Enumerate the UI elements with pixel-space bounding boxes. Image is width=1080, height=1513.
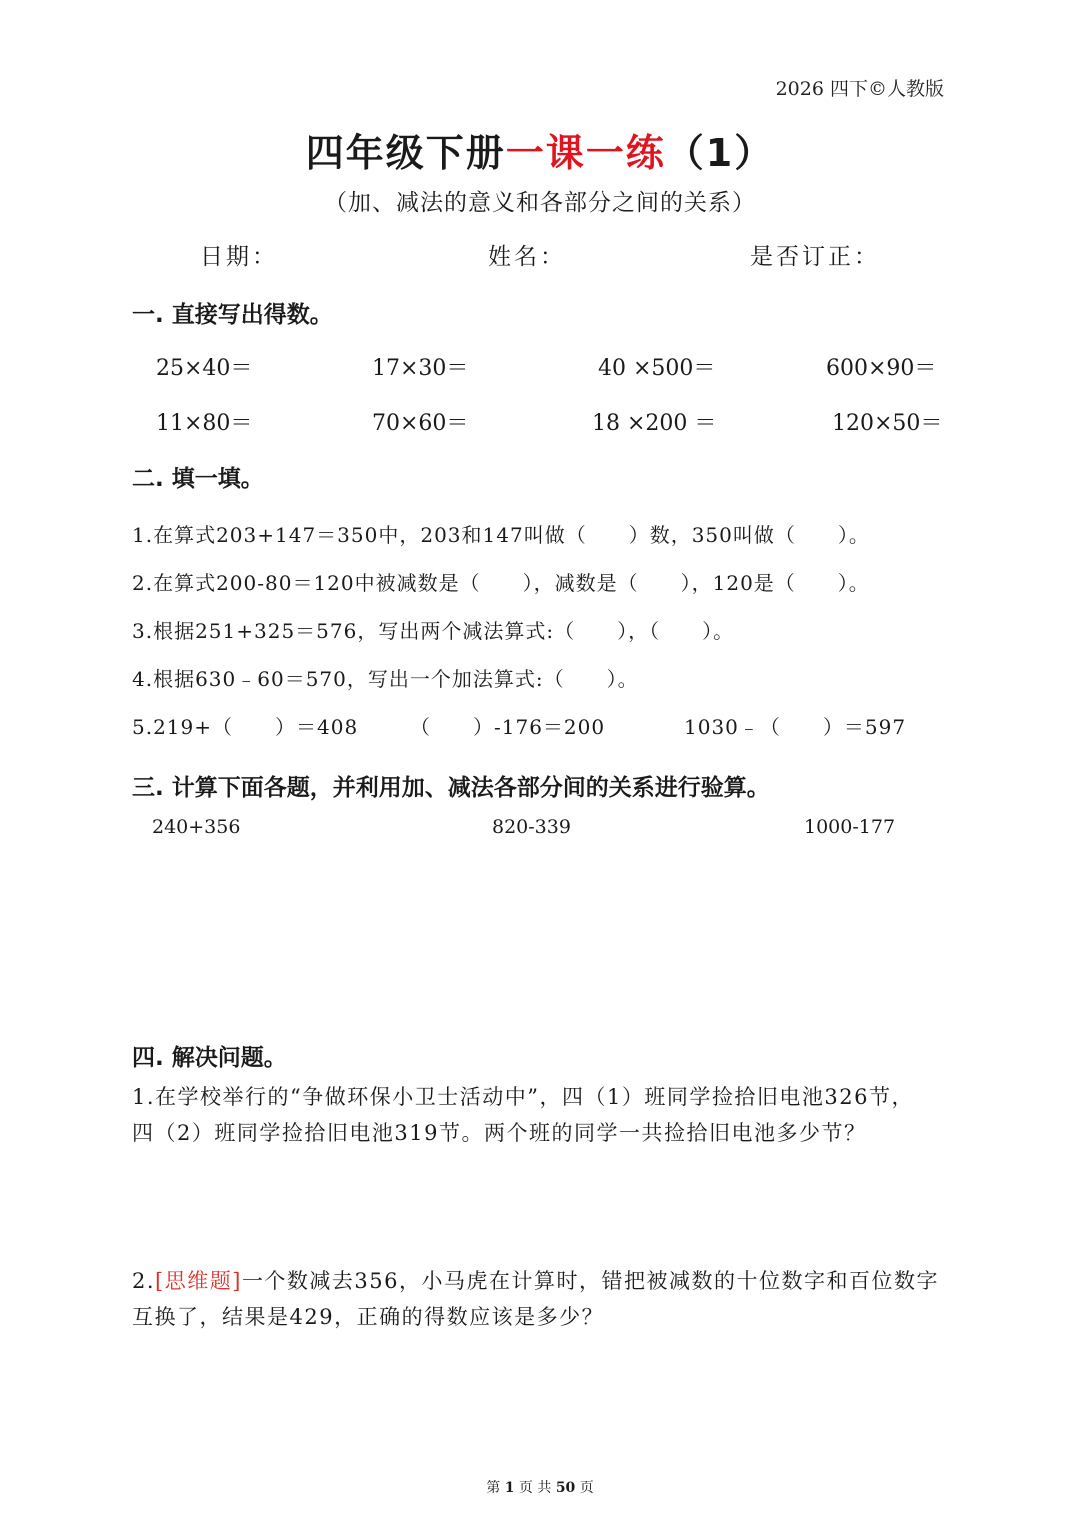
word-problem-1-line2: 四（2）班同学捡拾旧电池319节。两个班的同学一共捡拾旧电池多少节？ xyxy=(132,1121,867,1145)
verify-item: 240+356 xyxy=(152,816,241,838)
fill-question-5a: 5.219+（ ）＝408 xyxy=(132,715,359,739)
section-2-heading: 二. 填一填。 xyxy=(132,466,264,492)
calc-item: 70×60＝ xyxy=(372,411,469,436)
verify-item: 820-339 xyxy=(492,816,571,838)
thinking-tag: [思维题] xyxy=(155,1269,242,1293)
corrected-label: 是否订正： xyxy=(750,244,880,270)
section-4-heading: 四. 解决问题。 xyxy=(132,1045,287,1071)
fill-question-4: 4.根据630﹣60＝570，写出一个加法算式:（ ）。 xyxy=(132,667,639,691)
word-problem-2 xyxy=(132,1263,942,1335)
fill-question-3: 3.根据251+325＝576，写出两个减法算式:（ ），（ ）。 xyxy=(132,619,735,643)
fill-question-2: 2.在算式200-80＝120中被减数是（ ），减数是（ ），120是（ ）。 xyxy=(132,571,870,595)
calc-item: 25×40＝ xyxy=(156,356,253,381)
date-label: 日期： xyxy=(200,244,278,270)
fill-question-1: 1.在算式203+147＝350中，203和147叫做（ ）数，350叫做（ ）。 xyxy=(132,523,870,547)
footer-pre: 第 xyxy=(486,1480,501,1496)
footer-total-pages: 50 xyxy=(555,1480,576,1496)
fill-question-5b: （ ）-176＝200 xyxy=(410,715,606,739)
section-1-heading: 一. 直接写出得数。 xyxy=(132,302,333,328)
calc-item: 120×50＝ xyxy=(832,411,943,436)
title-red: 一课一练 xyxy=(505,131,666,175)
word-problem-2-line2: 互换了，结果是429，正确的得数应该是多少？ xyxy=(132,1305,605,1329)
verify-item: 1000-177 xyxy=(804,816,896,838)
calc-item: 17×30＝ xyxy=(372,356,469,381)
name-label: 姓名： xyxy=(488,244,566,270)
word-problem-2-text: 一个数减去356，小马虎在计算时，错把被减数的十位数字和百位数字 xyxy=(241,1269,940,1293)
page-subtitle: （加、减法的意义和各部分之间的关系） xyxy=(324,190,756,216)
footer-post: 页 xyxy=(579,1480,594,1496)
calc-item: 18 ×200 ＝ xyxy=(592,411,717,436)
page-footer xyxy=(0,1477,1080,1497)
calc-item: 11×80＝ xyxy=(156,411,253,436)
calc-item: 600×90＝ xyxy=(826,356,937,381)
title-suffix: （1） xyxy=(665,131,775,175)
title-black: 四年级下册 xyxy=(305,131,506,175)
edition-label: 2026 四下©人教版 xyxy=(775,78,944,100)
problem-number: 2. xyxy=(132,1269,156,1293)
word-problem-1 xyxy=(132,1079,942,1151)
fill-question-5c: 1030﹣（ ）＝597 xyxy=(684,715,907,739)
page-title xyxy=(0,122,1080,177)
section-3-heading: 三. 计算下面各题，并利用加、减法各部分间的关系进行验算。 xyxy=(132,775,770,801)
word-problem-1-line1: 1.在学校举行的“争做环保小卫士活动中”，四（1）班同学捡拾旧电池326节， xyxy=(132,1085,914,1109)
word-problem-2-line1 xyxy=(132,1263,942,1299)
footer-page-number: 1 xyxy=(504,1480,515,1496)
footer-mid: 页 共 xyxy=(518,1480,552,1496)
calc-item: 40 ×500＝ xyxy=(598,356,716,381)
